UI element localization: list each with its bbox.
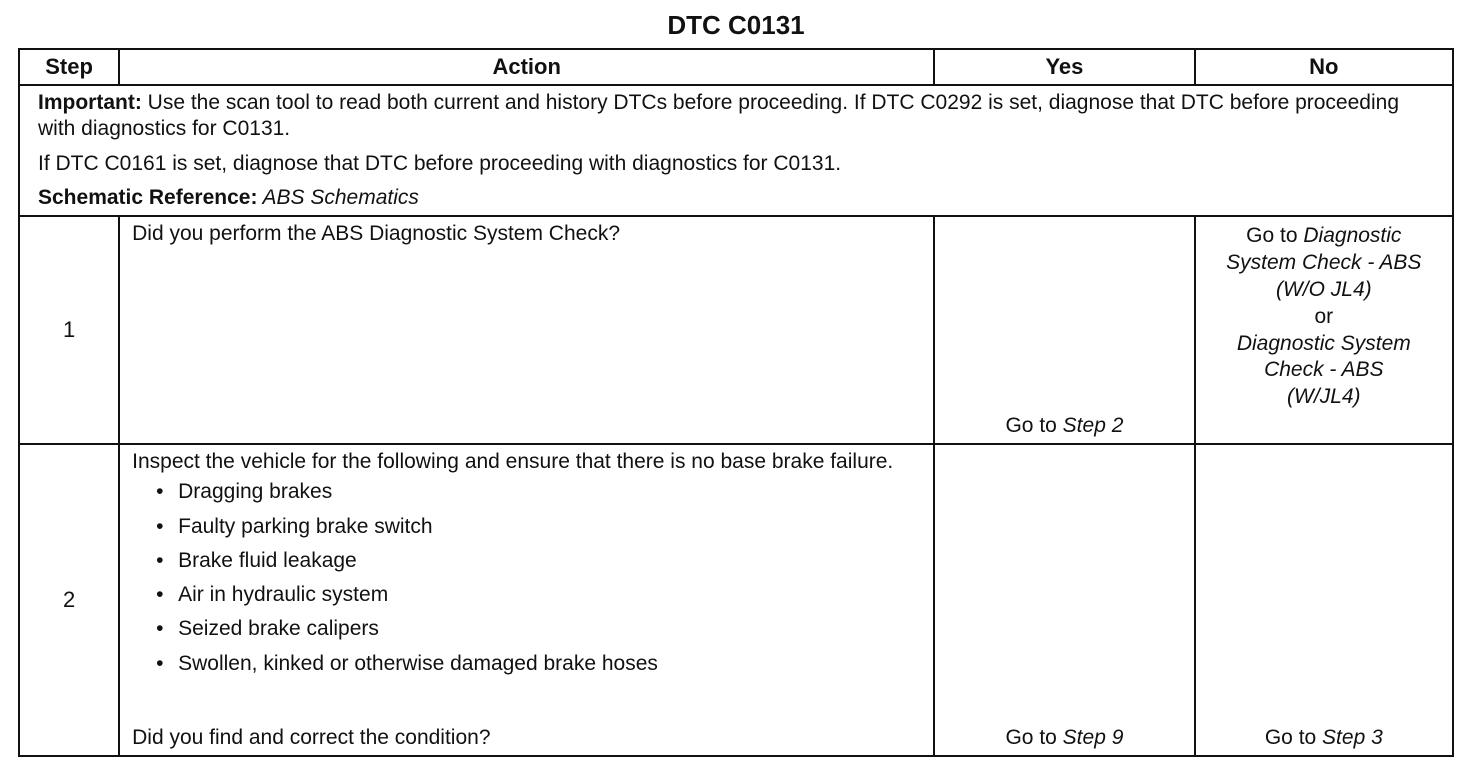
important-paragraph-1: [38, 90, 1434, 143]
no-link[interactable]: Check - ABS: [1264, 358, 1384, 382]
page-title: DTC C0131: [667, 10, 805, 40]
inspection-list: [132, 479, 921, 677]
header-no: No: [1195, 49, 1453, 85]
no-link[interactable]: (W/JL4): [1287, 385, 1361, 409]
header-row: [19, 49, 1453, 85]
action-question: Did you find and correct the condition?: [132, 725, 491, 749]
yes-step-link[interactable]: Step 9: [1062, 725, 1124, 749]
step-action: [119, 444, 934, 756]
no-prefix: Go to: [1264, 725, 1323, 749]
step-no: [1195, 444, 1453, 756]
step-yes: [934, 216, 1194, 444]
no-result: [1196, 725, 1452, 751]
yes-result: [935, 413, 1193, 439]
list-item: • Air in hydraulic system: [156, 582, 921, 608]
list-item: • Dragging brakes: [156, 479, 921, 505]
table-row-step-2: [19, 444, 1453, 756]
no-link[interactable]: (W/O JL4): [1275, 277, 1372, 301]
important-label: Important:: [38, 91, 142, 114]
no-step-link[interactable]: Step 3: [1322, 725, 1383, 749]
no-prefix: Go to: [1246, 224, 1304, 247]
step-yes: [934, 444, 1194, 756]
no-line: [1204, 223, 1444, 250]
header-yes: Yes: [934, 49, 1194, 85]
important-row: [19, 85, 1453, 216]
action-intro: Inspect the vehicle for the following and ensure that there is no base brake failure.: [132, 450, 894, 473]
schematic-reference: [38, 185, 1434, 211]
list-item: • Seized brake calipers: [156, 616, 921, 642]
no-link[interactable]: Diagnostic: [1303, 224, 1402, 247]
yes-prefix: Go to: [1005, 725, 1063, 749]
step-no: [1195, 216, 1453, 444]
diagnostic-table: [18, 48, 1454, 757]
no-link[interactable]: System Check - ABS: [1226, 250, 1422, 274]
schematic-link[interactable]: ABS Schematics: [257, 185, 419, 209]
action-question: Did you perform the ABS Diagnostic System Check?: [132, 222, 621, 245]
no-or: or: [1314, 304, 1334, 328]
schematic-label: Schematic Reference:: [38, 185, 258, 209]
yes-prefix: Go to: [1005, 413, 1063, 437]
step-number: 2: [19, 444, 119, 756]
yes-result: [935, 725, 1193, 751]
table-row-step-1: [19, 216, 1453, 444]
list-item: • Swollen, kinked or otherwise damaged brake hoses: [156, 651, 921, 677]
important-note: [19, 85, 1453, 216]
no-link[interactable]: Diagnostic System: [1236, 331, 1411, 355]
no-result: [1196, 217, 1452, 411]
list-item: • Faulty parking brake switch: [156, 514, 921, 540]
step-number: 1: [19, 216, 119, 444]
header-step: Step: [19, 49, 119, 85]
important-paragraph-2: If DTC C0161 is set, diagnose that DTC before proceeding with diagnostics for C0131.: [38, 151, 842, 175]
important-text-1: Use the scan tool to read both current and history DTCs before proceeding. If DTC C0292 is set, diagnose that DTC before proceeding with diagnostics for C0131.: [38, 91, 1399, 141]
list-item: • Brake fluid leakage: [156, 548, 921, 574]
yes-step-link[interactable]: Step 2: [1062, 413, 1124, 437]
step-action: [119, 216, 934, 444]
header-action: Action: [119, 49, 934, 85]
